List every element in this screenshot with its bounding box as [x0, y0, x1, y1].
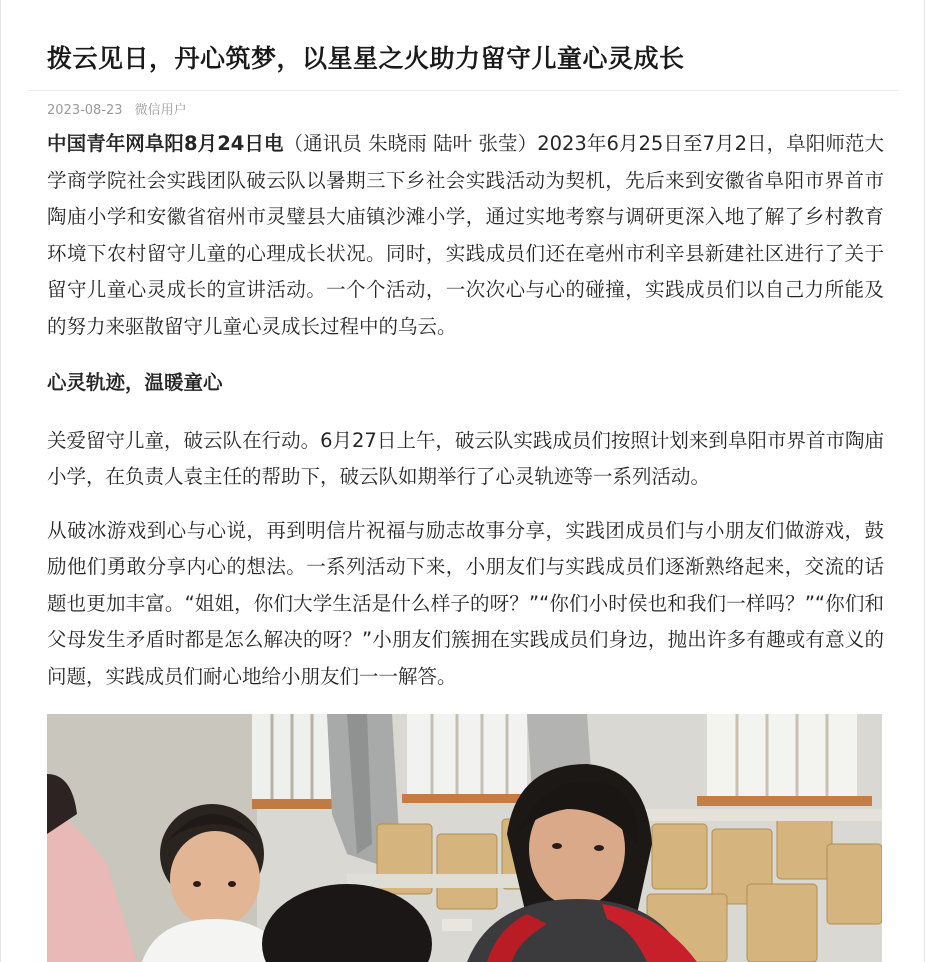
section-subheading: [47, 365, 884, 402]
paragraph-activity: 关爱留守儿童，破云队在行动。6月27日上午，破云队实践成员们按照计划来到阜阳市界首市陶庙小学，在负责人袁主任的帮助下，破云队如期举行了心灵轨迹等一系列活动。: [47, 428, 884, 488]
article-meta: [28, 101, 899, 121]
publish-date: 2023-08-23: [47, 103, 123, 118]
article-body: [28, 126, 899, 695]
paragraph-games: 从破冰游戏到心与心说，再到明信片祝福与励志故事分享，实践团成员们与小朋友们做游戏，鼓励他们勇敢分享内心的想法。一系列活动下来，小朋友们与实践成员们逐渐熟络起来，交流的话题也更加丰富。“姐姐，你们大学生活是什么样子的呀？”“你们小时侯也和我们一样吗？”“你们和父母发生矛盾时都是怎么解决的呀？”小朋友们簇拥在实践成员们身边，抛出许多有趣或有意义的问题，实践成员们耐心地给小朋友们一一解答。: [47, 518, 884, 688]
article: [28, 0, 899, 695]
article-photo: [47, 714, 882, 962]
section-subheading-text: 心灵轨迹，温暖童心: [47, 371, 223, 394]
title-divider: [28, 90, 899, 91]
article-title: 拨云见日，丹心筑梦，以星星之火助力留守儿童心灵成长: [47, 44, 685, 73]
classroom-photo: [47, 714, 882, 962]
paragraph-lead-text: （通讯员 朱晓雨 陆叶 张莹）2023年6月25日至7月2日，阜阳师范大学商学院社会实践团队破云队以暑期三下乡社会实践活动为契机，先后来到安徽省阜阳市界首市陶庙小学和安徽省宿州市灵璧县大庙镇沙滩小学，通过实地考察与调研更深入地了解了乡村教育环境下农村留守儿童的心理成长状况。同时，实践成员们还在亳州市利辛县新建社区进行了关于留守儿童心灵成长的宣讲活动。一个个活动，一次次心与心的碰撞，实践成员们以自己力所能及的努力来驱散留守儿童心灵成长过程中的乌云。: [47, 132, 884, 338]
news-source: 中国青年网阜阳8月24日电: [47, 132, 284, 155]
paragraph-lead: [47, 126, 884, 345]
author-name[interactable]: 微信用户: [134, 103, 187, 118]
